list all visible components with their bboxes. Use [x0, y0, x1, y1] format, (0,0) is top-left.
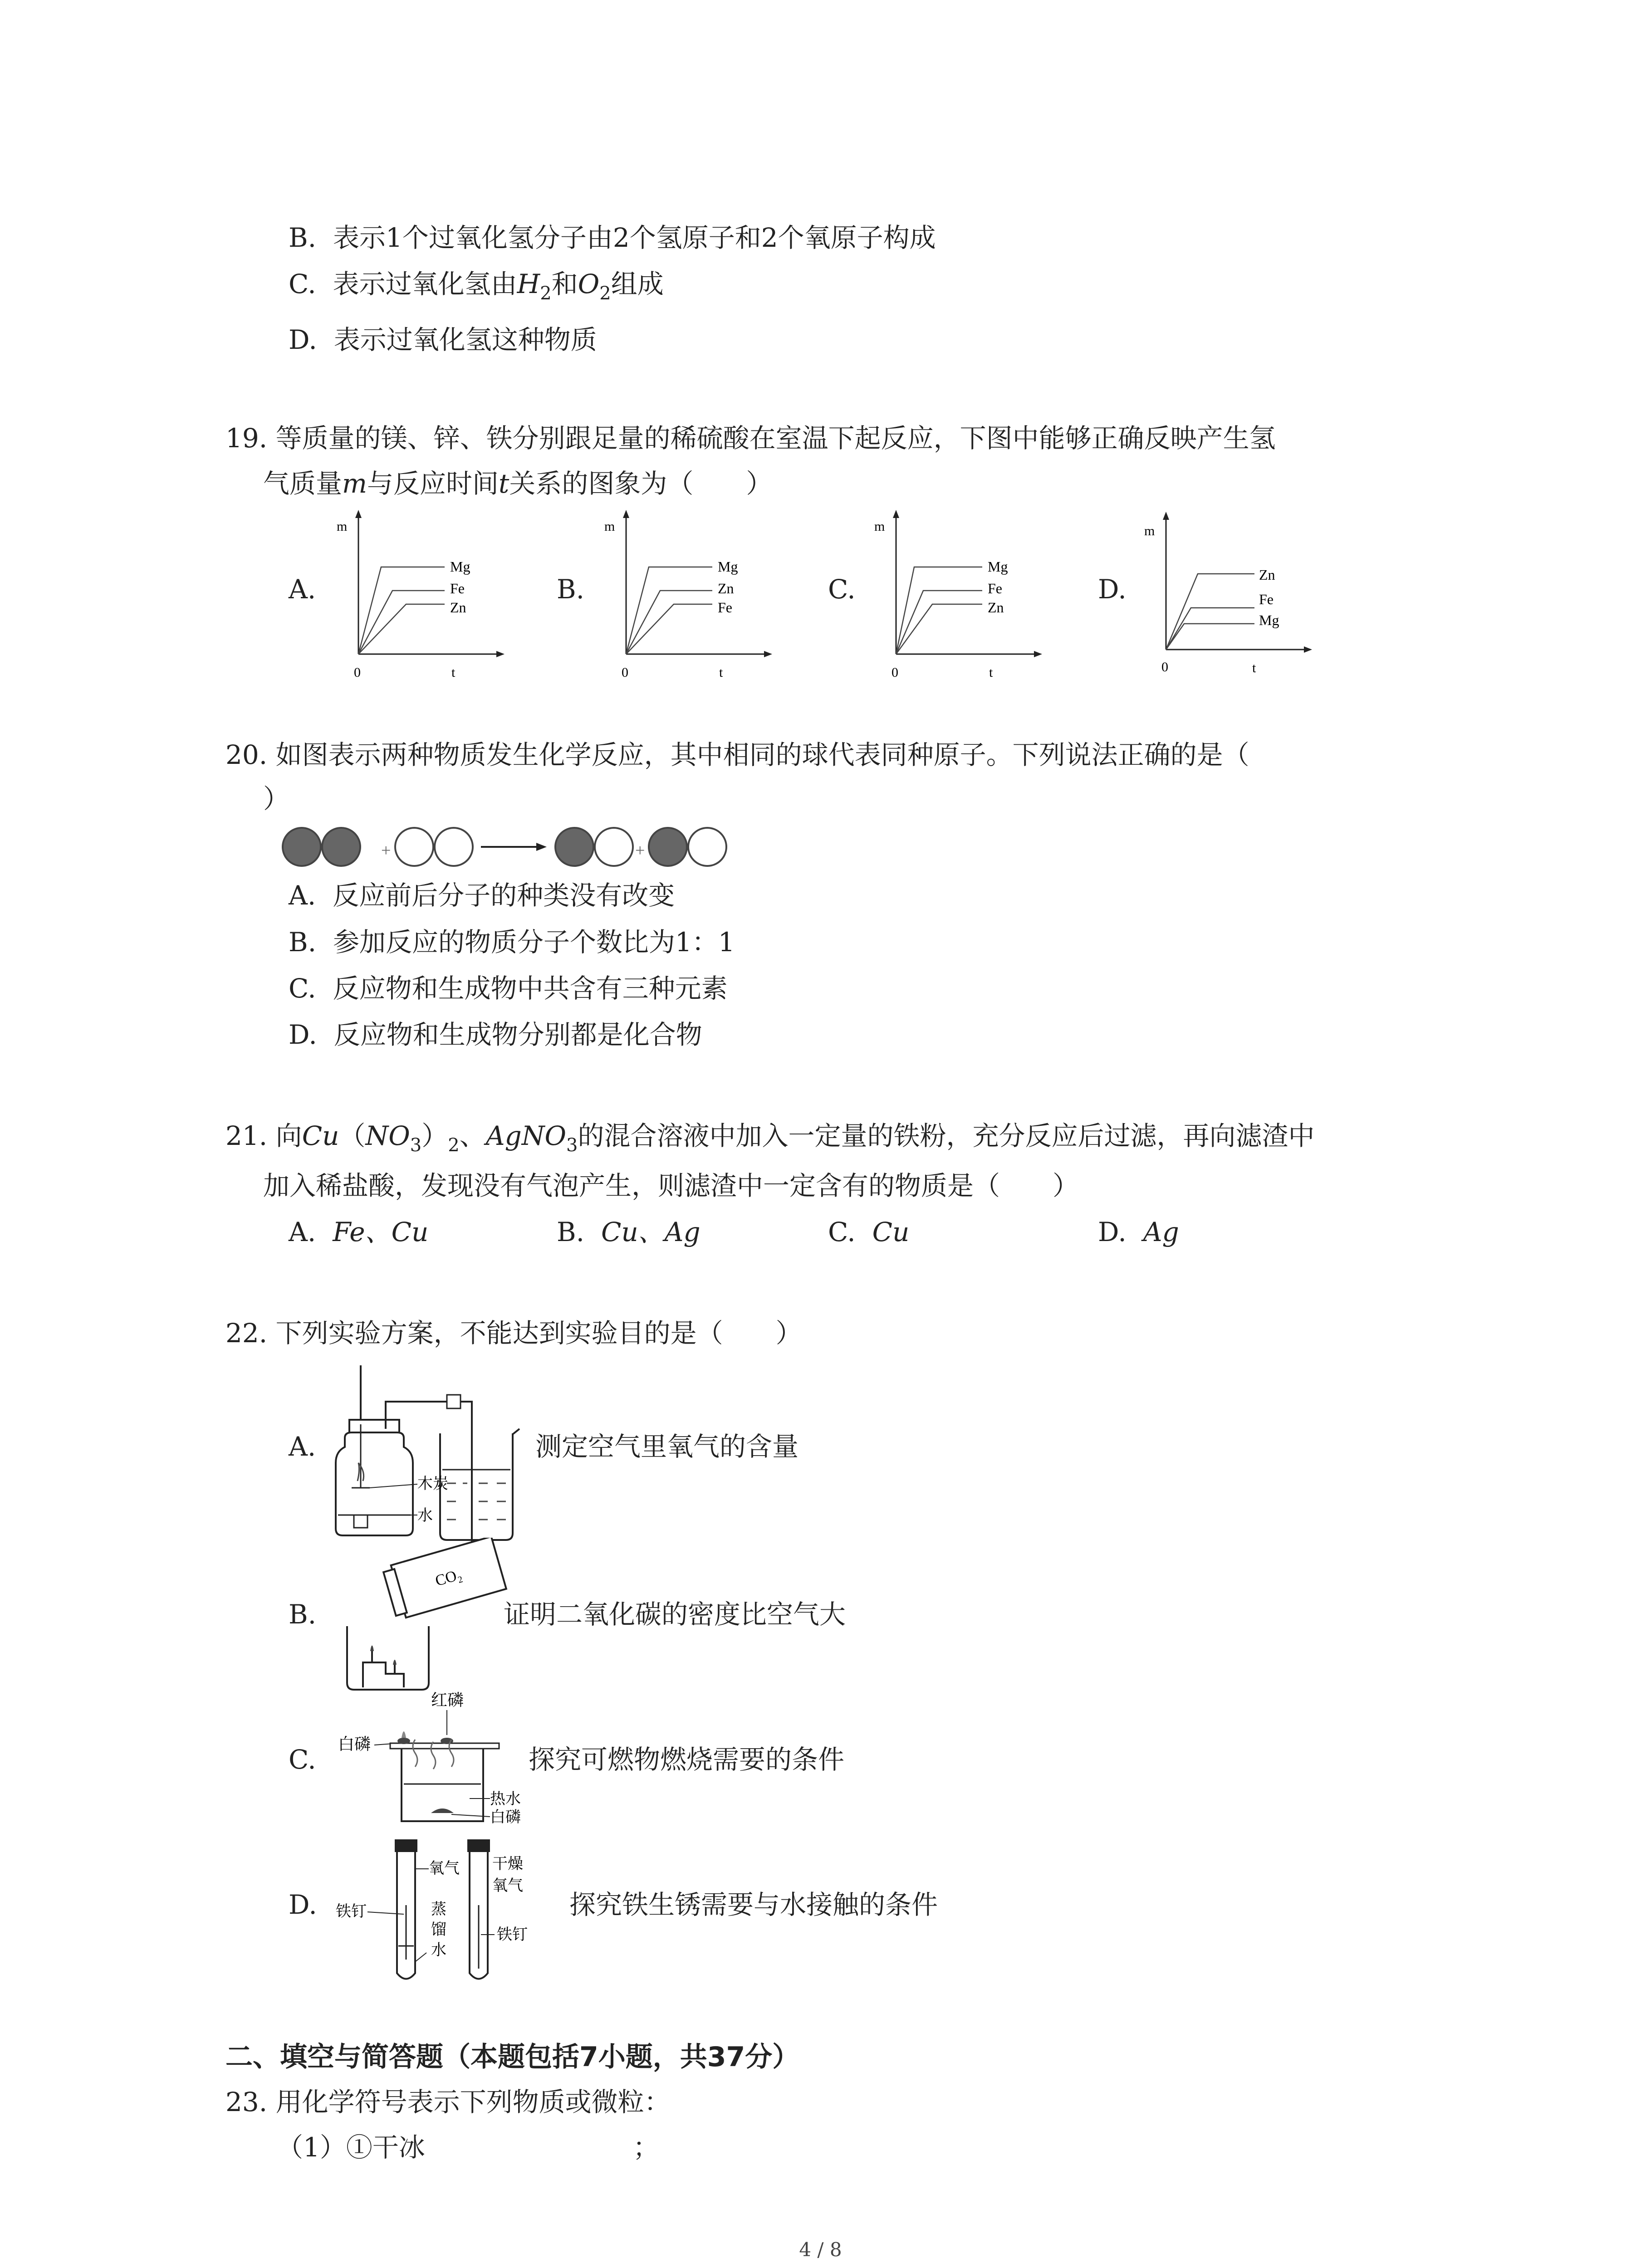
flame-high: [370, 1646, 374, 1652]
x-axis-label: t: [989, 665, 993, 680]
q21-option-c: [828, 1219, 909, 1245]
formula-o2: O: [578, 269, 600, 299]
y-axis-arrow: [355, 510, 362, 518]
formula: AgNO: [485, 1120, 567, 1151]
beaker: [440, 1433, 513, 1540]
label-pointer: [415, 1953, 426, 1962]
label-pointer: [367, 1912, 404, 1914]
q18-option-c: [289, 271, 664, 303]
origin-label: 0: [1161, 660, 1168, 675]
q23-stem: 23. 用化学符号表示下列物质或微粒：: [225, 2087, 671, 2117]
option-label: B.: [289, 927, 317, 958]
option-label: B.: [557, 1217, 585, 1247]
q21-stem-line1: [225, 1120, 1315, 1156]
q22-option-d-label: D.: [289, 1889, 317, 1920]
series-line: [1166, 608, 1254, 650]
atom-light: [395, 828, 433, 866]
option-text: 反应物和生成物中共含有三种元素: [333, 973, 728, 1004]
beaker: [347, 1626, 429, 1690]
option-label: C.: [289, 269, 316, 299]
series-label: Mg: [988, 558, 1008, 575]
option-text: Cu: [872, 1217, 910, 1247]
series-line: [896, 604, 982, 654]
series-label: Zn: [718, 580, 734, 596]
option-text: Cu、Ag: [601, 1217, 700, 1247]
subscript: 3: [566, 1135, 578, 1156]
white-phosphorus: [397, 1738, 410, 1744]
option-label: D.: [1098, 1217, 1127, 1247]
series-line: [896, 567, 982, 654]
series-label: Mg: [1259, 612, 1279, 628]
q19-graph-c: [869, 503, 1059, 685]
option-text: 表示过氧化氢由: [333, 269, 517, 299]
series-line: [1166, 574, 1254, 650]
formula: NO: [365, 1120, 410, 1151]
atom-dark: [649, 828, 687, 866]
q22-option-a-text: 测定空气里氧气的含量: [535, 1431, 799, 1462]
series-label: Fe: [718, 599, 732, 616]
option-text: Ag: [1143, 1217, 1179, 1247]
q21-stem-line2: 加入稀盐酸，发现没有气泡产生，则滤渣中一定含有的物质是（ ）: [263, 1170, 1079, 1201]
q22-apparatus-a: [327, 1365, 535, 1547]
label-nail: 铁钉: [336, 1903, 367, 1920]
x-axis-label: t: [451, 665, 456, 680]
option-label: A.: [289, 880, 316, 911]
label-distilled-2: 馏: [431, 1921, 446, 1938]
q19-graph-d: [1139, 503, 1329, 685]
atom-light: [435, 828, 473, 866]
x-axis-arrow: [496, 651, 505, 657]
q22-option-b-text: 证明二氧化碳的密度比空气大: [504, 1599, 846, 1630]
option-text: 组成: [611, 269, 664, 299]
q22-option-c-label: C.: [289, 1744, 316, 1775]
q19-graph-a-label: A.: [289, 574, 316, 605]
y-axis-label: m: [604, 519, 615, 534]
co2-label: CO₂: [433, 1566, 464, 1590]
white-phosphorus-water: [431, 1809, 454, 1813]
stem-text: 关系的图象为（ ）: [509, 468, 773, 499]
origin-label: 0: [354, 665, 361, 680]
subscript: 3: [410, 1135, 422, 1156]
q23-sub1: （1）①干冰: [277, 2132, 425, 2163]
x-axis-arrow: [1034, 651, 1042, 657]
water-dashes: [447, 1483, 506, 1520]
series-label: Fe: [450, 580, 465, 596]
q22-option-a-label: A.: [289, 1431, 316, 1462]
label-water: 水: [417, 1507, 433, 1524]
q21-option-d: [1098, 1219, 1179, 1245]
series-line: [358, 591, 445, 654]
q18-option-d: [289, 324, 597, 355]
series-line: [896, 591, 982, 654]
beaker-lip: [513, 1429, 519, 1434]
q19-graph-b: [599, 503, 789, 685]
copper-plate: [390, 1743, 499, 1749]
stem-text: 与反应时间: [367, 468, 499, 499]
option-label: B.: [289, 222, 317, 253]
stem-text: 21. 向: [225, 1120, 302, 1151]
q19-graph-b-label: B.: [557, 574, 585, 605]
option-text: 反应前后分子的种类没有改变: [333, 880, 675, 911]
label-distilled-3: 水: [431, 1942, 446, 1959]
y-axis-arrow: [1163, 512, 1169, 520]
option-label: D.: [289, 324, 317, 355]
subscript: 2: [599, 283, 611, 304]
q20-molecule-diagram: [277, 823, 740, 873]
q22-stem: 22. 下列实验方案，不能达到实验目的是（ ）: [225, 1318, 802, 1349]
q19-graph-c-label: C.: [828, 574, 856, 605]
x-axis-label: t: [1252, 660, 1256, 675]
label-white-phosphorus-top: 白磷: [338, 1735, 371, 1753]
label-nail-2: 铁钉: [497, 1926, 528, 1943]
stem-text: 气质量: [263, 468, 343, 499]
atom-light: [595, 828, 633, 866]
y-axis-label: m: [1144, 523, 1155, 538]
series-label: Zn: [1259, 567, 1275, 583]
option-text: 表示过氧化氢这种物质: [333, 324, 597, 355]
q22-option-c-text: 探究可燃物燃烧需要的条件: [529, 1744, 845, 1775]
label-dry-oxygen: 氧气: [492, 1877, 523, 1894]
paren: ）: [421, 1120, 448, 1151]
option-label: A.: [289, 1217, 316, 1247]
plus-sign: +: [381, 841, 391, 860]
q20-option-a: [289, 882, 675, 909]
q21-option-a: [289, 1219, 428, 1245]
atom-light: [688, 828, 726, 866]
q20-stem-line2: ）: [263, 783, 290, 814]
q22-option-b-label: B.: [289, 1599, 317, 1630]
label-oxygen: 氧气: [429, 1860, 460, 1877]
series-label: Fe: [988, 580, 1002, 596]
q19-stem-line2: [263, 470, 772, 497]
q19-graph-d-label: D.: [1098, 574, 1127, 605]
q22-apparatus-c: [333, 1685, 538, 1835]
y-axis-label: m: [874, 519, 885, 534]
x-axis-label: t: [719, 665, 723, 680]
page-number: 4 / 8: [799, 2239, 842, 2261]
formula: Cu: [302, 1120, 339, 1151]
option-label: C.: [289, 973, 316, 1004]
option-text: 反应物和生成物分别都是化合物: [333, 1019, 702, 1050]
option-text: 参加反应的物质分子个数比为1：1: [333, 927, 735, 958]
option-label: D.: [289, 1019, 317, 1050]
label-dry: 干燥: [492, 1856, 523, 1872]
reaction-arrow-head: [536, 843, 547, 851]
origin-label: 0: [622, 665, 628, 680]
q23-semicolon: ；: [633, 2132, 660, 2163]
flame-low: [393, 1660, 397, 1665]
q22-apparatus-d: [336, 1837, 576, 1991]
clamp: [447, 1395, 460, 1408]
separator: 、: [459, 1120, 486, 1151]
x-axis-arrow: [1304, 646, 1312, 653]
atom-dark: [283, 828, 321, 866]
subscript: 2: [448, 1135, 460, 1156]
subscript: 2: [540, 283, 552, 304]
origin-label: 0: [892, 665, 898, 680]
series-label: Zn: [450, 599, 466, 616]
option-label: C.: [828, 1217, 856, 1247]
label-red-phosphorus: 红磷: [431, 1691, 464, 1709]
stopper: [349, 1420, 399, 1433]
series-label: Mg: [450, 558, 470, 575]
label-charcoal: 木炭: [417, 1476, 448, 1492]
series-label: Mg: [718, 558, 738, 575]
option-text: 和: [551, 269, 578, 299]
stopper: [467, 1839, 490, 1852]
var-t: t: [499, 468, 509, 499]
plus-sign: +: [635, 841, 645, 860]
section-title: 二、填空与简答题（本题包括7小题，共37分）: [225, 2041, 800, 2073]
option-text: Fe、Cu: [333, 1217, 429, 1247]
label-pointer: [451, 1814, 490, 1817]
bottle: [336, 1432, 413, 1535]
x-axis-arrow: [764, 651, 772, 657]
atom-dark: [322, 828, 360, 866]
y-axis-label: m: [337, 519, 348, 534]
label-hot-water: 热水: [490, 1791, 521, 1808]
stopper: [395, 1839, 417, 1852]
q18-option-b: [289, 222, 936, 253]
var-m: m: [342, 468, 367, 499]
q20-stem-line1: 20. 如图表示两种物质发生化学反应，其中相同的球代表同种原子。下列说法正确的是（: [225, 739, 1249, 770]
label-distilled-1: 蒸: [431, 1901, 446, 1918]
q22-apparatus-b: [336, 1538, 517, 1692]
y-axis-arrow: [893, 510, 899, 518]
series-line: [626, 591, 712, 654]
flame: [402, 1731, 406, 1738]
label-white-phosphorus-bottom: 白磷: [490, 1809, 521, 1826]
steps: [363, 1662, 404, 1687]
atom-dark: [555, 828, 593, 866]
series-label: Zn: [988, 599, 1004, 616]
q21-option-b: [557, 1219, 700, 1245]
q20-option-d: [289, 1019, 702, 1050]
paren: （: [339, 1120, 366, 1151]
option-text: 表示1个过氧化氢分子由2个氢原子和2个氧原子构成: [333, 222, 936, 253]
q19-graph-a: [331, 503, 522, 685]
co2-cylinder: [382, 1538, 506, 1620]
q19-stem-line1: 19. 等质量的镁、锌、铁分别跟足量的稀硫酸在室温下起反应，下图中能够正确反映产生氢: [225, 423, 1276, 454]
q20-option-b: [289, 927, 735, 958]
q20-option-c: [289, 975, 728, 1002]
q22-option-d-text: 探究铁生锈需要与水接触的条件: [569, 1889, 938, 1920]
stem-text: 的混合溶液中加入一定量的铁粉，充分反应后过滤，再向滤渣中: [578, 1120, 1315, 1151]
series-label: Fe: [1259, 591, 1274, 607]
y-axis-arrow: [623, 510, 629, 518]
formula-h2: H: [517, 269, 540, 299]
